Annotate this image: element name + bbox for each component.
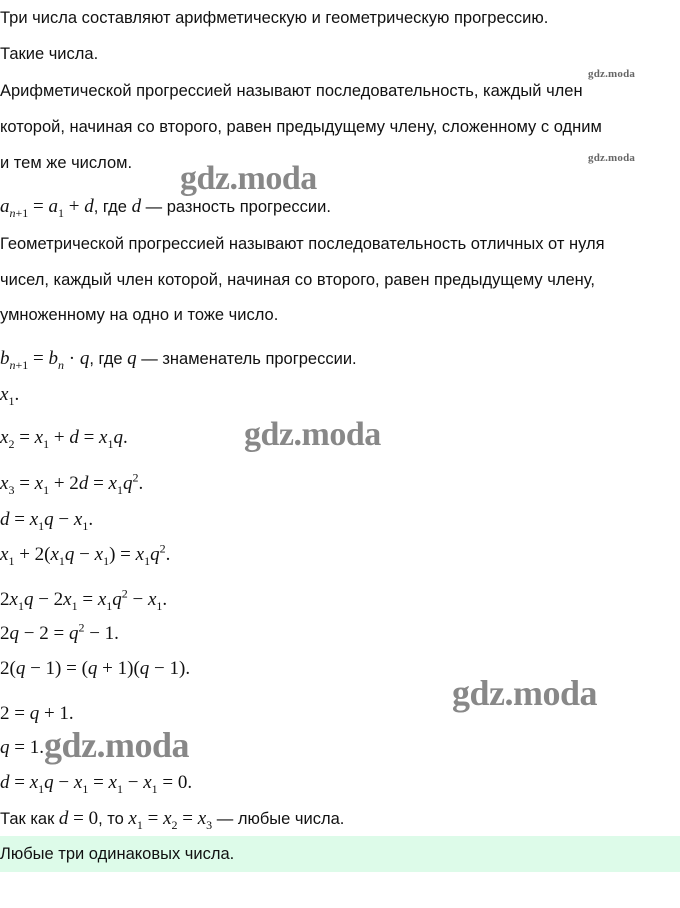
math-line-x2: $x_2 = x_1 + d = x_1q$.: [0, 427, 128, 451]
arith-formula-line: $a_{n+1} = a_1 + d$, где d — разность прогрессии.: [0, 196, 331, 220]
math-line-sub: $x_1 + 2(x_1q - x_1) = x_1q^2$.: [0, 541, 171, 568]
text-line-8: чисел, каждый член которой, начиная со второго, равен предыдущему члену,: [0, 271, 595, 289]
answer-box: [0, 836, 680, 872]
math-line-x3: $x_3 = x_1 + 2d = x_1q^2$.: [0, 470, 144, 497]
math-line-x1: $x_1$.: [0, 384, 20, 408]
math-line-expand: $2x_1q - 2x_1 = x_1q^2 - x_1$.: [0, 586, 168, 613]
math-line-d-zero: $d = x_1q - x_1 = x_1 - x_1 = 0$.: [0, 772, 193, 796]
geom-formula-line: $b_{n+1} = b_n \cdot q$, где q — знаменатель прогрессии.: [0, 348, 357, 372]
watermark-big-2: gdz.moda: [244, 416, 381, 453]
math-line-factor: 2(q − 1) = (q + 1)(q − 1).: [0, 658, 191, 679]
text-line-7: Геометрической прогрессией называют последовательность отличных от нуля: [0, 235, 605, 253]
watermark-small-1: gdz.moda: [588, 68, 636, 80]
watermark-big-1: gdz.moda: [180, 160, 317, 197]
text-line-5: и тем же числом.: [0, 154, 133, 172]
text-line-2: Такие числа.: [0, 45, 99, 63]
math-line-q: q = 1.: [0, 737, 44, 758]
watermark-big-3: gdz.moda: [452, 673, 598, 713]
answer-text: Любые три одинаковых числа.: [0, 845, 235, 863]
text-line-9: умноженному на одно и тоже число.: [0, 306, 279, 324]
math-line-divide: $2q - 2 = q^2 - 1$.: [0, 620, 119, 644]
conclusion-line: Так как d = 0, то $x_1 = x_2 = x_3$ — любые числа.: [0, 808, 345, 832]
text-line-3: Арифметической прогрессией называют последовательность, каждый член: [0, 82, 583, 100]
watermark-big-4: gdz.moda: [44, 725, 190, 765]
text-line-1: Три числа составляют арифметическую и геометрическую прогрессию.: [0, 9, 549, 27]
math-line-q-eq: 2 = q + 1.: [0, 703, 74, 724]
math-line-d: $d = x_1q - x_1$.: [0, 509, 94, 533]
text-line-4: которой, начиная со второго, равен предыдущему члену, сложенному с одним: [0, 118, 602, 136]
watermark-small-2: gdz.moda: [588, 152, 636, 164]
